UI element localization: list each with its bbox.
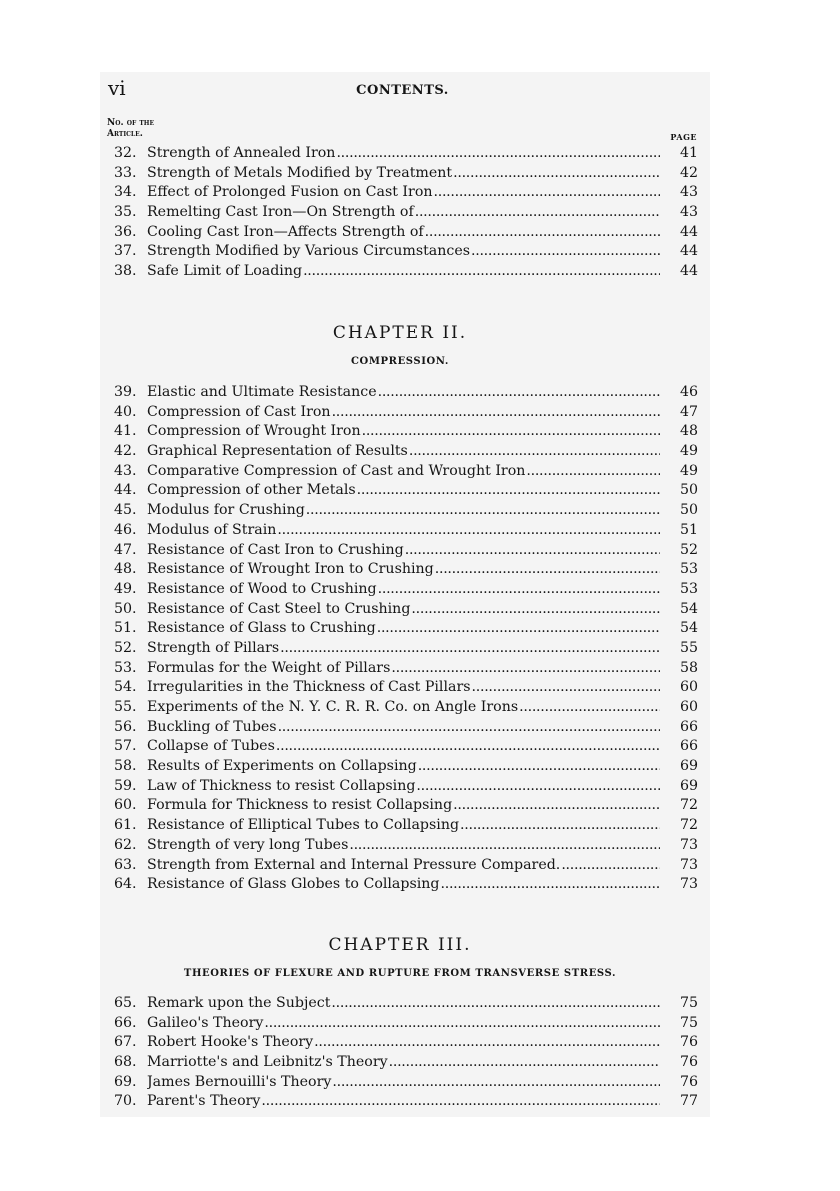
- article-number: 34.: [114, 184, 137, 201]
- toc-entry: [114, 183, 698, 203]
- entry-title: Modulus for Crushing: [147, 502, 305, 519]
- entry-title: Strength of Pillars: [147, 639, 280, 656]
- toc-entry: [114, 521, 698, 541]
- chapter-3-subtitle: THEORIES OF FLEXURE AND RUPTURE FROM TRANSVERSE STRESS.: [183, 968, 617, 979]
- toc-entry: [114, 541, 698, 561]
- page-ref: 75: [679, 1014, 698, 1031]
- entry-title-leader: [147, 521, 660, 541]
- toc-entry: [114, 994, 698, 1014]
- page-ref: 73: [679, 836, 698, 853]
- page-ref: 58: [679, 659, 698, 676]
- article-number: 37.: [114, 243, 137, 260]
- page-ref: 72: [679, 817, 698, 834]
- article-number: 47.: [114, 541, 137, 558]
- article-number: 70.: [114, 1093, 137, 1110]
- page-ref: 44: [679, 243, 698, 260]
- column-headers: [107, 118, 697, 146]
- toc-entry: [114, 777, 698, 797]
- page-ref: 51: [679, 521, 698, 538]
- entry-title-leader: [147, 698, 660, 718]
- page-ref: 47: [679, 403, 698, 420]
- entry-title-leader: [147, 164, 660, 184]
- article-number: 42.: [114, 443, 137, 460]
- toc-section-1: [114, 144, 698, 282]
- page-ref: 66: [679, 738, 698, 755]
- entry-title-leader: [147, 560, 660, 580]
- chapter-2-title: CHAPTER II.: [332, 323, 468, 343]
- toc-entry: [114, 580, 698, 600]
- toc-entry: [114, 816, 698, 836]
- entry-title: Experiments of the N. Y. C. R. R. Co. on Angle Irons: [147, 699, 519, 715]
- article-number: 62.: [114, 836, 137, 853]
- entry-title-leader: [147, 777, 660, 797]
- toc-entry: [114, 698, 698, 718]
- article-number: 52.: [114, 639, 137, 656]
- page-number: vi: [108, 76, 126, 100]
- entry-title-leader: [147, 875, 660, 895]
- article-number: 33.: [114, 164, 137, 181]
- entry-title-leader: [147, 816, 660, 836]
- running-head: [105, 78, 700, 100]
- article-number: 43.: [114, 462, 137, 479]
- toc-entry: [114, 1014, 698, 1034]
- entry-title: Cooling Cast Iron—Affects Strength of: [147, 223, 424, 240]
- entry-title: Resistance of Elliptical Tubes to Collapsing: [147, 817, 460, 834]
- entry-title-leader: [147, 183, 660, 203]
- entry-title: Compression of other Metals: [147, 482, 356, 499]
- toc-entry: [114, 1033, 698, 1053]
- page-ref: 50: [679, 482, 698, 499]
- page-ref: 66: [679, 718, 698, 735]
- entry-title: Resistance of Wrought Iron to Crushing: [147, 561, 434, 578]
- entry-title-leader: [147, 403, 660, 423]
- toc-entry: [114, 422, 698, 442]
- entry-title: Remelting Cast Iron—On Strength of: [147, 204, 414, 221]
- entry-title-leader: [147, 541, 660, 561]
- entry-title-leader: [147, 994, 660, 1014]
- page-ref: 69: [679, 758, 698, 775]
- article-number: 56.: [114, 718, 137, 735]
- entry-title: Galileo's Theory: [147, 1014, 264, 1031]
- page-ref: 52: [679, 541, 698, 558]
- entry-title: Formula for Thickness to resist Collapsing: [147, 797, 453, 814]
- entry-title: Strength of Metals Modified by Treatment: [147, 164, 453, 181]
- toc-entry: [114, 619, 698, 639]
- article-number: 40.: [114, 403, 137, 420]
- toc-entry: [114, 203, 698, 223]
- article-number-header: [107, 118, 154, 140]
- page-ref: 53: [679, 561, 698, 578]
- entry-title-leader: [147, 619, 660, 639]
- entry-title-leader: [147, 718, 660, 738]
- toc-chapter-2: [114, 383, 698, 895]
- entry-title-leader: [147, 639, 660, 659]
- toc-entry: [114, 403, 698, 423]
- article-number: 69.: [114, 1073, 137, 1090]
- article-number: 46.: [114, 521, 137, 538]
- article-number: 55.: [114, 699, 137, 715]
- article-number: 36.: [114, 223, 137, 240]
- article-number: 58.: [114, 758, 137, 775]
- page-ref: 69: [679, 777, 698, 794]
- entry-title-leader: [147, 600, 660, 620]
- entry-title-leader: [147, 501, 660, 521]
- toc-entry: [114, 442, 698, 462]
- page-column-header: PAGE: [670, 132, 697, 142]
- page-ref: 44: [679, 263, 698, 280]
- toc-entry: [114, 600, 698, 620]
- toc-entry: [114, 639, 698, 659]
- entry-title-leader: [147, 757, 660, 777]
- article-number: 63.: [114, 856, 137, 873]
- page-ref: 49: [679, 443, 698, 460]
- entry-title-leader: [147, 383, 660, 403]
- entry-title: James Bernouilli's Theory: [147, 1073, 332, 1090]
- toc-entry: [114, 262, 698, 282]
- running-title: CONTENTS.: [356, 83, 449, 98]
- entry-title-leader: [147, 422, 660, 442]
- page-ref: 44: [679, 223, 698, 240]
- chapter-2-subtitle: COMPRESSION.: [351, 356, 449, 367]
- entry-title-leader: [147, 678, 660, 698]
- entry-title: Graphical Representation of Results: [147, 443, 408, 460]
- article-number: 50.: [114, 600, 137, 617]
- toc-entry: [114, 836, 698, 856]
- page-ref: 60: [679, 699, 698, 715]
- entry-title-leader: [147, 737, 660, 757]
- toc-entry: [114, 383, 698, 403]
- entry-title-leader: [147, 580, 660, 600]
- chapter-2-heading: [105, 323, 695, 367]
- entry-title-leader: [147, 856, 660, 876]
- toc-entry: [114, 796, 698, 816]
- page-ref: 76: [679, 1054, 698, 1071]
- chapter-3-title: CHAPTER III.: [328, 935, 472, 955]
- article-number: 64.: [114, 876, 137, 893]
- entry-title-leader: [147, 442, 660, 462]
- article-number: 51.: [114, 620, 137, 637]
- entry-title: Compression of Cast Iron: [147, 403, 331, 420]
- entry-title: Modulus of Strain: [147, 521, 277, 538]
- toc-entry: [114, 1073, 698, 1093]
- article-number: 39.: [114, 384, 137, 400]
- entry-title: Safe Limit of Loading: [147, 263, 303, 280]
- toc-entry: [114, 1092, 698, 1112]
- toc-entry: [114, 737, 698, 757]
- toc-chapter-3: [114, 994, 698, 1112]
- entry-title-leader: [147, 223, 660, 243]
- toc-entry: [114, 560, 698, 580]
- entry-title: Buckling of Tubes: [147, 718, 277, 735]
- entry-title: Remark upon the Subject: [147, 995, 331, 1011]
- article-number: 61.: [114, 817, 137, 834]
- entry-title-leader: [147, 1092, 660, 1112]
- toc-entry: [114, 875, 698, 895]
- toc-entry: [114, 659, 698, 679]
- page-ref: 46: [679, 384, 698, 400]
- entry-title-leader: [147, 462, 660, 482]
- entry-title: Resistance of Glass to Crushing: [147, 620, 376, 637]
- toc-entry: [114, 678, 698, 698]
- entry-title-leader: [147, 262, 660, 282]
- toc-entry: [114, 501, 698, 521]
- article-number-header-line1: No. of the: [107, 118, 155, 128]
- entry-title-leader: [147, 1014, 660, 1034]
- entry-title-leader: [147, 1073, 660, 1093]
- article-number: 60.: [114, 797, 137, 814]
- article-number: 57.: [114, 738, 137, 755]
- entry-title-leader: [147, 1033, 660, 1053]
- article-number: 49.: [114, 580, 137, 597]
- entry-title-leader: [147, 144, 660, 164]
- page-ref: 50: [679, 502, 698, 519]
- entry-title: Robert Hooke's Theory: [147, 1034, 314, 1051]
- page-ref: 72: [679, 797, 698, 814]
- toc-entry: [114, 757, 698, 777]
- entry-title-leader: [147, 659, 660, 679]
- page-ref: 55: [679, 639, 698, 656]
- page-ref: 54: [679, 620, 698, 637]
- entry-title: Results of Experiments on Collapsing: [147, 758, 417, 775]
- entry-title-leader: [147, 481, 660, 501]
- page-ref: 76: [679, 1073, 698, 1090]
- page-ref: 76: [679, 1034, 698, 1051]
- page-ref: 54: [679, 600, 698, 617]
- page-ref: 77: [679, 1093, 698, 1110]
- article-number: 54.: [114, 679, 137, 696]
- page-ref: 73: [679, 856, 698, 873]
- entry-title: Parent's Theory: [147, 1093, 261, 1110]
- entry-title: Elastic and Ultimate Resistance: [147, 384, 377, 400]
- chapter-3-heading: [105, 935, 695, 979]
- article-number: 66.: [114, 1014, 137, 1031]
- toc-entry: [114, 462, 698, 482]
- article-number: 38.: [114, 263, 137, 280]
- article-number: 41.: [114, 423, 137, 440]
- article-number: 48.: [114, 561, 137, 578]
- toc-entry: [114, 223, 698, 243]
- entry-title: Marriotte's and Leibnitz's Theory: [147, 1054, 388, 1071]
- toc-entry: [114, 242, 698, 262]
- toc-entry: [114, 1053, 698, 1073]
- entry-title-leader: [147, 203, 660, 223]
- page-ref: 42: [679, 164, 698, 181]
- article-number: 32.: [114, 145, 137, 161]
- article-number: 67.: [114, 1034, 137, 1051]
- toc-entry: [114, 718, 698, 738]
- article-number: 59.: [114, 777, 137, 794]
- entry-title: Resistance of Cast Iron to Crushing: [147, 541, 404, 558]
- entry-title: Comparative Compression of Cast and Wrought Iron: [147, 462, 526, 479]
- entry-title-leader: [147, 836, 660, 856]
- article-number: 68.: [114, 1054, 137, 1071]
- article-number-header-line2: Article.: [107, 129, 143, 139]
- entry-title-leader: [147, 1053, 660, 1073]
- entry-title: Strength Modified by Various Circumstances: [147, 243, 471, 260]
- toc-entry: [114, 164, 698, 184]
- page-ref: 75: [679, 995, 698, 1011]
- page-ref: 60: [679, 679, 698, 696]
- entry-title: Resistance of Cast Steel to Crushing: [147, 600, 411, 617]
- entry-title: Irregularities in the Thickness of Cast Pillars: [147, 679, 471, 696]
- page-ref: 48: [679, 423, 698, 440]
- entry-title: Collapse of Tubes: [147, 738, 275, 755]
- page-ref: 43: [679, 204, 698, 221]
- toc-entry: [114, 481, 698, 501]
- article-number: 44.: [114, 482, 137, 499]
- toc-entry: [114, 856, 698, 876]
- page-ref: 53: [679, 580, 698, 597]
- entry-title: Formulas for the Weight of Pillars: [147, 659, 391, 676]
- page-ref: 41: [679, 145, 698, 161]
- entry-title-leader: [147, 242, 660, 262]
- entry-title: Effect of Prolonged Fusion on Cast Iron: [147, 184, 433, 201]
- page-ref: 43: [679, 184, 698, 201]
- page-ref: 49: [679, 462, 698, 479]
- page-ref: 73: [679, 876, 698, 893]
- entry-title: Resistance of Wood to Crushing: [147, 580, 377, 597]
- toc-entry: [114, 144, 698, 164]
- entry-title: Strength of Annealed Iron: [147, 145, 336, 161]
- entry-title: Resistance of Glass Globes to Collapsing: [147, 876, 440, 893]
- article-number: 45.: [114, 502, 137, 519]
- entry-title: Law of Thickness to resist Collapsing: [147, 777, 416, 794]
- article-number: 65.: [114, 995, 137, 1011]
- entry-title: Compression of Wrought Iron: [147, 423, 361, 440]
- entry-title: Strength of very long Tubes: [147, 836, 349, 853]
- entry-title: Strength from External and Internal Pressure Compared.: [147, 856, 561, 873]
- article-number: 35.: [114, 204, 137, 221]
- article-number: 53.: [114, 659, 137, 676]
- entry-title-leader: [147, 796, 660, 816]
